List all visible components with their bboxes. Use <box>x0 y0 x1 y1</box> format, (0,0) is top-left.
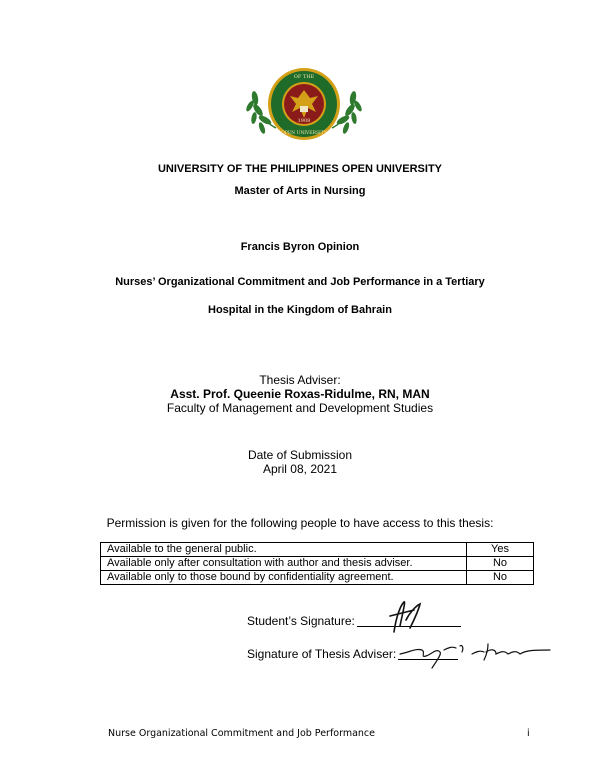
student-signature-image <box>384 598 426 634</box>
author-name: Francis Byron Opinion <box>240 241 360 253</box>
thesis-title-line1: Nurses’ Organizational Commitment and Job Performance in a Tertiary <box>115 276 485 288</box>
table-row <box>101 557 534 571</box>
student-signature-label: Student’s Signature: <box>247 614 355 628</box>
submission-date: April 08, 2021 <box>262 462 338 476</box>
adviser-signature-image <box>396 636 552 672</box>
permission-option: Available only to those bound by confidentiality agreement. <box>101 571 467 585</box>
table-row <box>101 571 534 585</box>
permission-table <box>100 542 534 585</box>
permission-option: Available to the general public. <box>101 543 467 557</box>
seal-top-text: OF THE <box>293 74 315 80</box>
permission-answer: No <box>467 571 534 585</box>
table-row <box>101 543 534 557</box>
page-number: i <box>527 728 530 739</box>
program-name: Master of Arts in Nursing <box>234 185 366 197</box>
permission-option: Available only after consultation with author and thesis adviser. <box>101 557 467 571</box>
permission-intro: Permission is given for the following people to have access to this thesis: <box>106 516 494 530</box>
submission-label: Date of Submission <box>247 448 353 462</box>
seal-bottom-text: OPEN UNIVERSITY <box>281 131 327 136</box>
university-name: UNIVERSITY OF THE PHILIPPINES OPEN UNIVERSITY <box>157 163 442 175</box>
thesis-title-line2: Hospital in the Kingdom of Bahrain <box>208 304 392 316</box>
permission-answer: Yes <box>467 543 534 557</box>
adviser-name: Asst. Prof. Queenie Roxas-Ridulme, RN, MAN <box>170 387 430 401</box>
seal-year: 1908 <box>297 118 311 124</box>
university-seal-logo <box>242 66 366 142</box>
adviser-signature-label: Signature of Thesis Adviser: <box>247 647 397 661</box>
footer-running-title: Nurse Organizational Commitment and Job Performance <box>108 728 376 739</box>
permission-answer: No <box>467 557 534 571</box>
adviser-faculty: Faculty of Management and Development Studies <box>166 401 434 415</box>
adviser-label: Thesis Adviser: <box>259 373 341 387</box>
